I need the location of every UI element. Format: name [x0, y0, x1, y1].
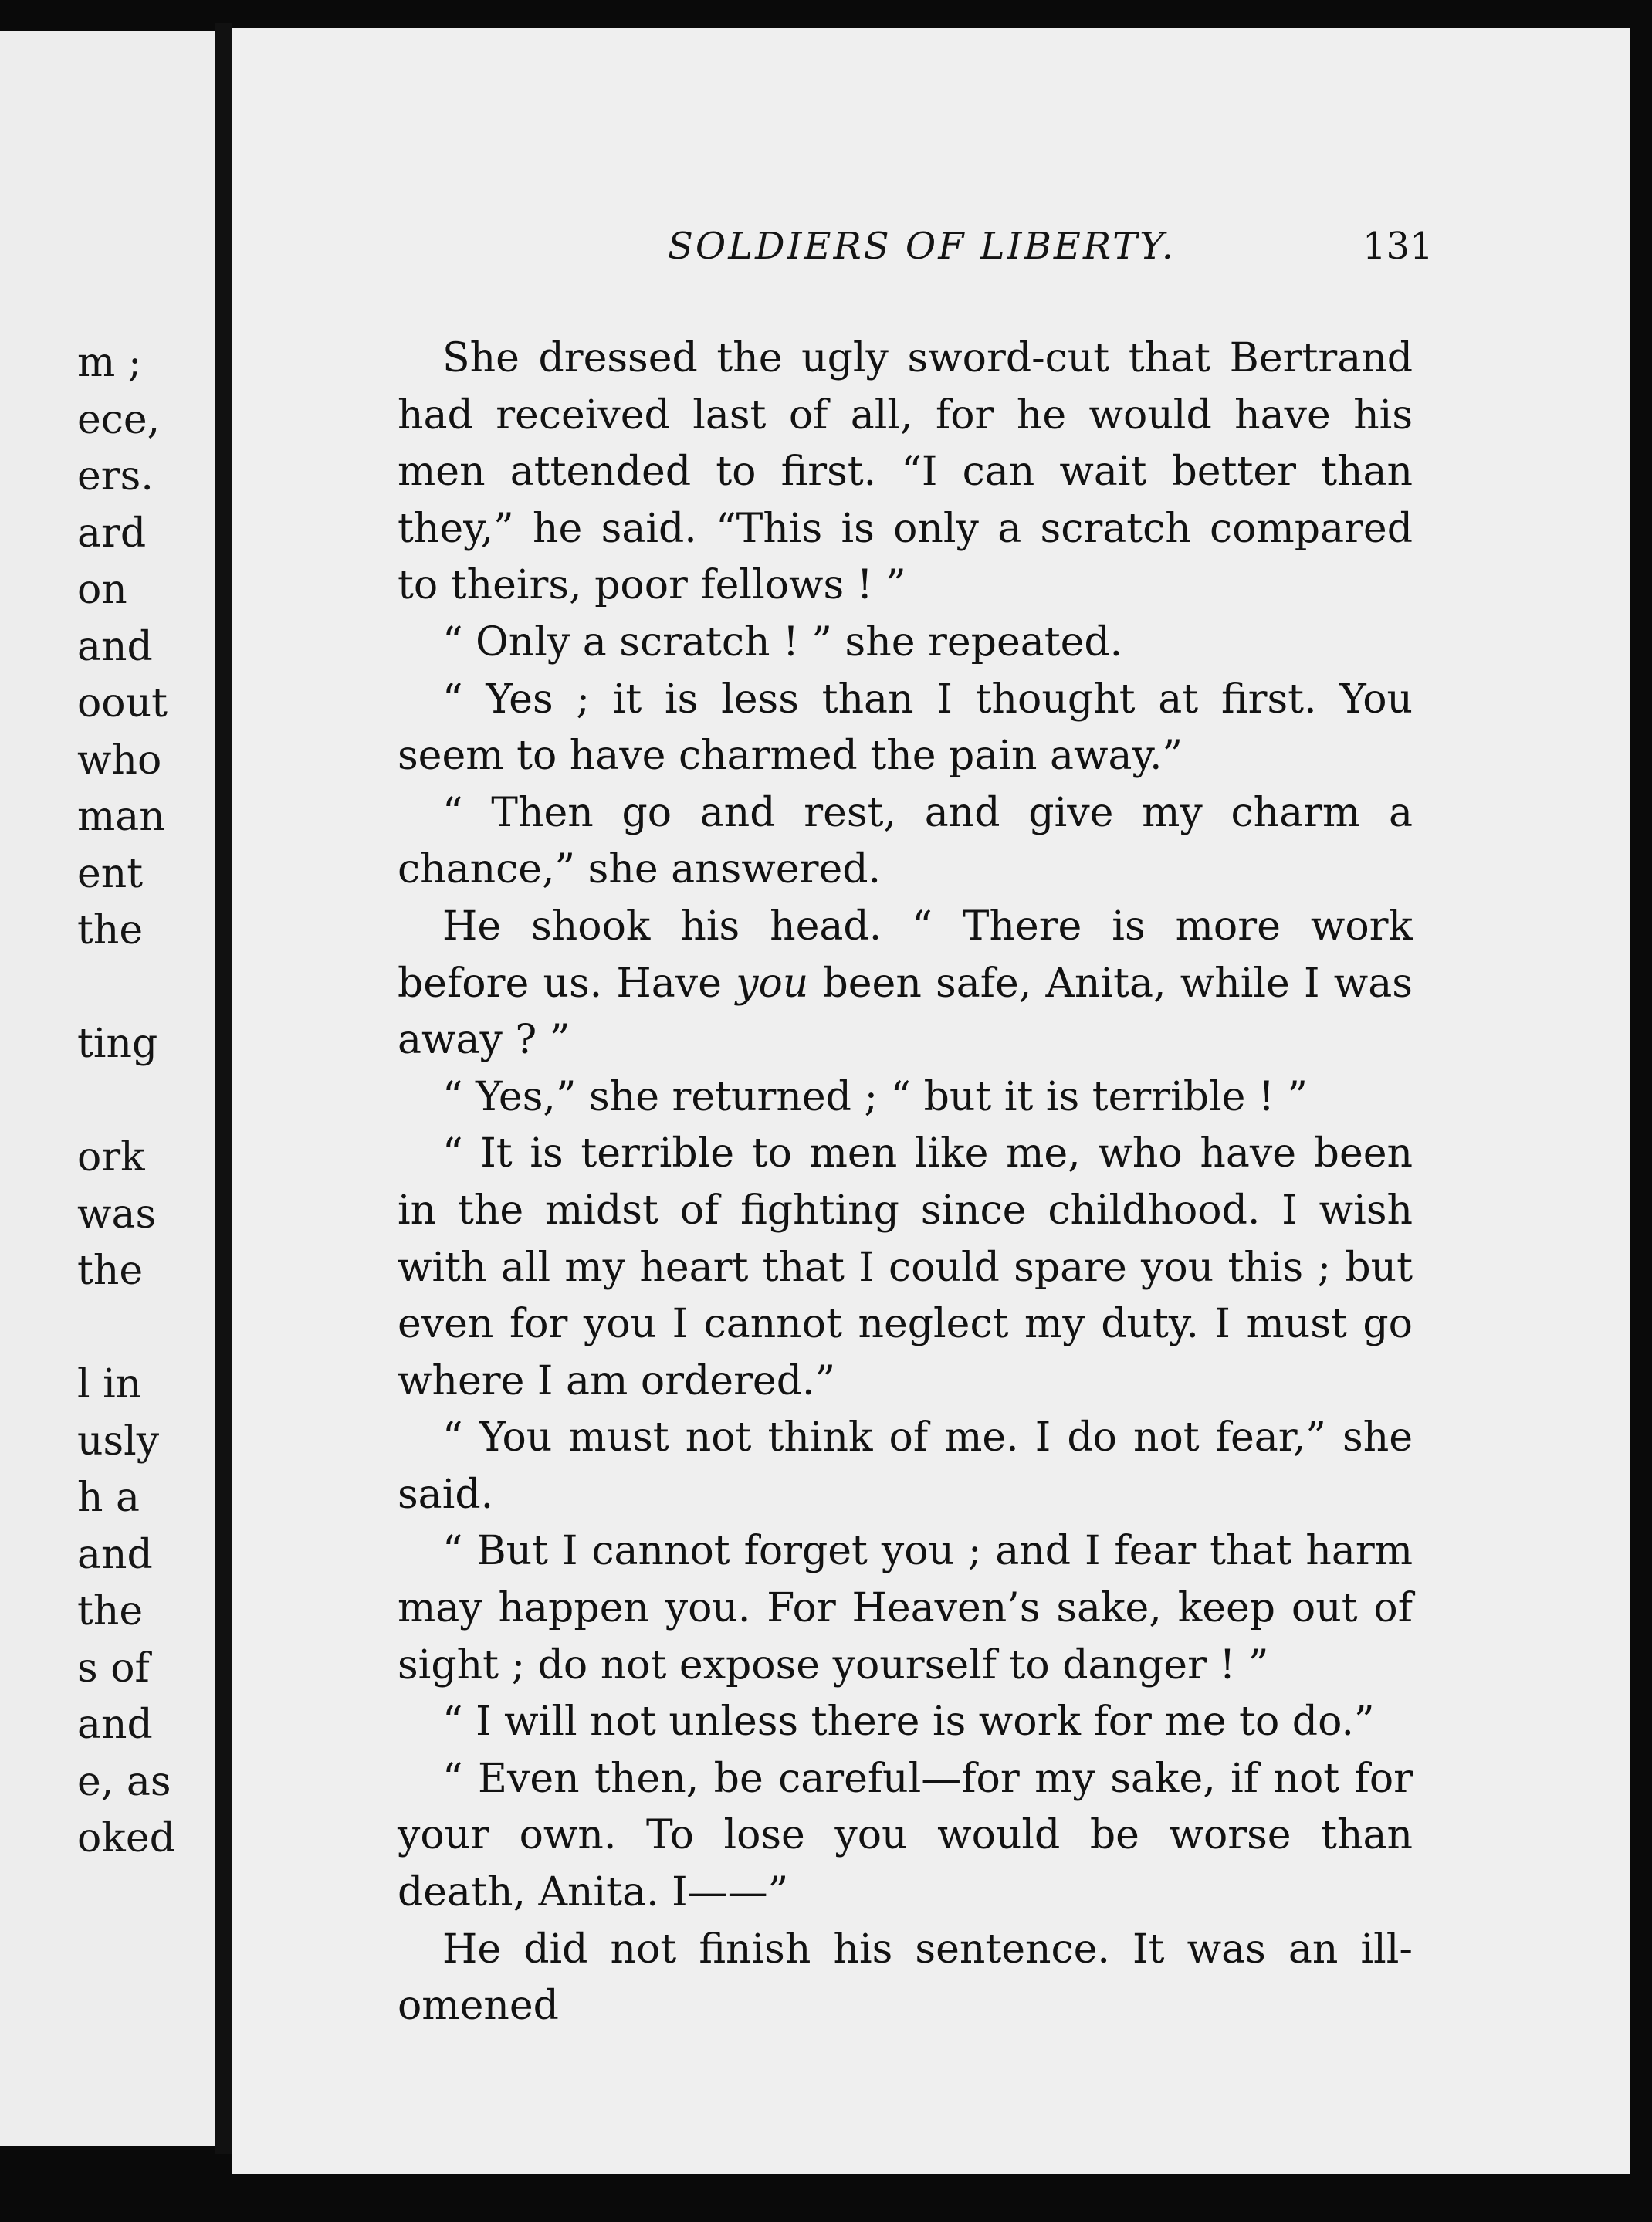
emphasized-word: you: [736, 960, 809, 1007]
paragraph: “ But I cannot forget you ; and I fear that harm may happen you. For Heaven’s sake, keep out of sight ; do not expose yourself to danger ! ”: [398, 1528, 1413, 1689]
page-bottom-edge: [232, 2174, 1630, 2222]
left-line-fragment: on: [77, 567, 127, 613]
page-number: 131: [1363, 225, 1434, 268]
paragraph: [398, 899, 1413, 1069]
left-line-fragment: ece,: [77, 397, 161, 443]
paragraph: She dressed the ugly sword-cut that Bertrand had received last of all, for he would have his men attended to first. “I can wait better than they,” he said. “This is only a scratch compared to theirs, poor fellows ! ”: [398, 335, 1413, 609]
left-line-fragment: e, as: [77, 1759, 171, 1805]
left-line-fragment: who: [77, 737, 162, 784]
paragraph: “ Yes,” she returned ; “ but it is terrible ! ”: [442, 1073, 1308, 1120]
left-line-fragment: ting: [77, 1021, 158, 1067]
running-head: SOLDIERS OF LIBERTY.: [668, 225, 1176, 268]
left-line-fragment: s of: [77, 1645, 150, 1692]
paragraph: “ Even then, be careful—for my sake, if not for your own. To lose you would be worse than death, Anita. I——”: [398, 1755, 1413, 1916]
paragraph: He did not finish his sentence. It was an ill-omened: [398, 1926, 1413, 2030]
left-line-fragment: usly: [77, 1418, 160, 1465]
body-text: [398, 330, 1413, 2035]
book-gutter: [215, 23, 232, 2154]
left-line-fragment: man: [77, 794, 165, 840]
current-page: [232, 28, 1630, 2174]
paragraph: “ It is terrible to men like me, who have been in the midst of fighting since childhood. I wish with all my heart that I could spare you this ; but even for you I cannot neglect my duty. I must go where I am ordered.”: [398, 1130, 1413, 1404]
left-line-fragment: ard: [77, 510, 147, 557]
left-line-fragment: was: [77, 1191, 157, 1238]
paragraph: “ Then go and rest, and give my charm a chance,” she answered.: [398, 789, 1413, 893]
paragraph: “ You must not think of me. I do not fear,” she said.: [398, 1414, 1413, 1518]
left-line-fragment: m ;: [77, 340, 142, 386]
paragraph-text: He shook his head. “ There is more work before us. Have: [398, 903, 1413, 1007]
left-line-fragment: the: [77, 907, 144, 953]
left-line-fragment: the: [77, 1248, 144, 1294]
left-line-fragment: h a: [77, 1475, 140, 1521]
paragraph: “ Yes ; it is less than I thought at first. You seem to have charmed the pain away.”: [398, 676, 1413, 780]
paragraph-text: been safe, Anita, while I was away ? ”: [398, 960, 1413, 1064]
left-line-fragment: the: [77, 1588, 144, 1634]
paragraph: “ I will not unless there is work for me to do.”: [442, 1699, 1375, 1746]
left-line-fragment: l in: [77, 1361, 142, 1407]
left-line-fragment: oout: [77, 680, 168, 727]
left-line-fragment: and: [77, 624, 153, 670]
left-line-fragment: oked: [77, 1815, 175, 1861]
paragraph: “ Only a scratch ! ” she repeated.: [442, 618, 1123, 666]
left-line-fragment: ork: [77, 1134, 145, 1180]
left-line-fragment: and: [77, 1702, 153, 1748]
left-line-fragment: and: [77, 1532, 153, 1578]
left-line-fragment: ent: [77, 851, 144, 897]
left-line-fragment: ers.: [77, 453, 154, 500]
previous-page: [0, 31, 224, 2146]
